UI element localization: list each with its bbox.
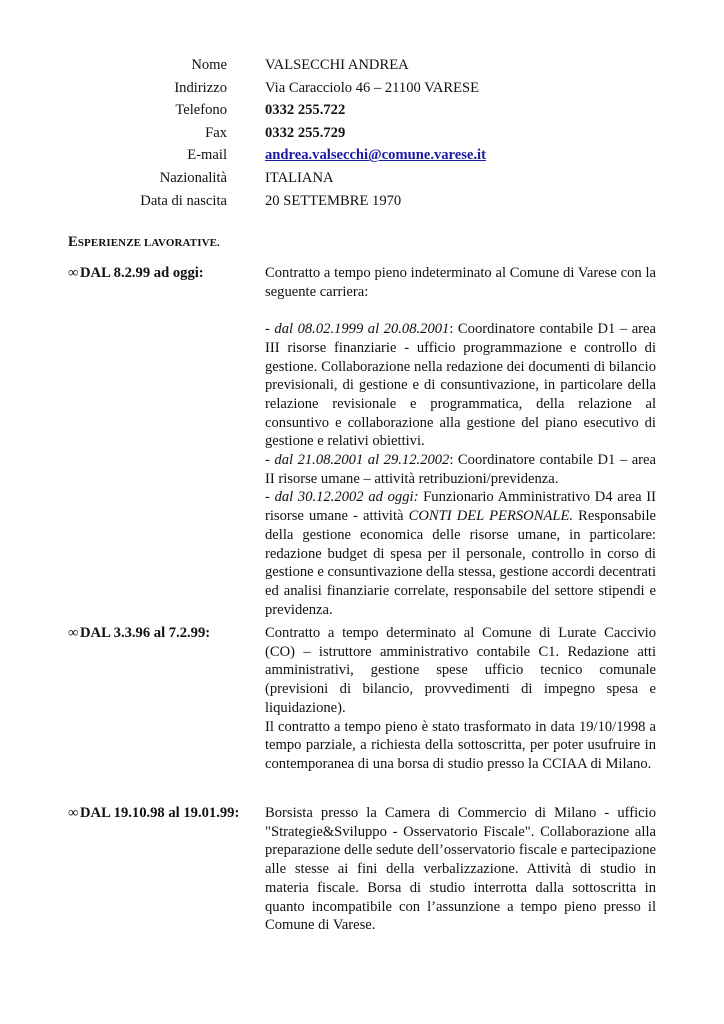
info-row-address — [0, 80, 724, 103]
career-item-text: : Coordinatore contabile D1 – area III risorse finanziarie - ufficio programmazione e controllo di gestione. Collaborazione nella redazione dei documenti di bilancio previsionali, di gestione e di consuntivazione, in particolare della relazione revisionale e programmatica, della relazione al consuntivo e collaborazione alla gestione del piano esecutivo di gestione e relativi obiettivi. — [265, 321, 656, 450]
experience-description — [265, 624, 656, 774]
career-item — [265, 451, 656, 488]
experience-paragraph: Borsista presso la Camera di Commercio di Milano - ufficio "Strategie&Sviluppo - Osservatorio Fiscale". Collaborazione alla preparazione delle sedute dell’osservatorio fiscale e partecipazione alle stesse ai fini della verbalizzazione. Attività di studio in materia fiscale. Borsa di studio interrotta dalla sottoscritta in quanto incompatibile con l’assunzione a tempo pieno presso il Comune di Varese. — [265, 805, 656, 934]
info-label: Indirizzo — [174, 79, 227, 96]
experience-period-label: DAL 19.10.98 al 19.01.99: — [80, 805, 240, 821]
experience-paragraph: Contratto a tempo determinato al Comune di Lurate Caccivio (CO) – istruttore amministrativo contabile C1. Redazione atti amministrativi, gestione spese ufficio tecnico comunale (previsioni di bilancio, provvedimenti di impegno spesa e liquidazione). — [265, 625, 656, 716]
info-label: Nazionalità — [159, 169, 227, 186]
section-title-rest: SPERIENZE LAVORATIVE. — [77, 237, 220, 249]
infinity-bullet-icon: ∞ — [68, 265, 79, 281]
info-label: E-mail — [187, 147, 227, 164]
experience-period-label: DAL 3.3.96 al 7.2.99: — [80, 625, 211, 641]
experience-intro: Contratto a tempo pieno indeterminato al Comune di Varese con la seguente carriera: — [265, 265, 656, 300]
info-value-nationality: ITALIANA — [265, 169, 334, 186]
infinity-bullet-icon: ∞ — [68, 625, 79, 641]
experience-period — [68, 805, 239, 822]
section-title-initial: E — [68, 234, 78, 250]
experience-description — [265, 804, 656, 935]
experience-description — [265, 264, 656, 619]
career-item-date: - dal 21.08.2001 al 29.12.2002 — [265, 452, 450, 469]
career-item-emphasis: CONTI DEL PERSONALE. — [408, 508, 574, 525]
info-label: Nome — [191, 57, 227, 73]
info-row-nationality — [0, 170, 724, 193]
career-item-date: - dal 30.12.2002 ad oggi: — [265, 489, 419, 506]
section-title — [68, 234, 220, 251]
info-value-address: Via Caracciolo 46 – 21100 VARESE — [265, 79, 480, 96]
info-value-name: VALSECCHI ANDREA — [265, 57, 409, 73]
info-label: Telefono — [175, 102, 227, 119]
info-row-phone — [0, 102, 724, 125]
career-item-text: : Coordinatore contabile D1 – area II risorse umane – attività retribuzioni/previdenza. — [265, 452, 656, 487]
experience-period-label: DAL 8.2.99 ad oggi: — [80, 265, 204, 281]
info-row-name — [0, 57, 724, 80]
info-label: Fax — [205, 124, 227, 141]
info-row-fax — [0, 125, 724, 148]
personal-info-table — [0, 57, 724, 215]
career-item — [265, 320, 656, 451]
experience-paragraph: Il contratto a tempo pieno è stato trasformato in data 19/10/1998 a tempo parziale, a richiesta della sottoscritta, per poter usufruire in contemporanea di una borsa di studio presso la CCIAA di Milano. — [265, 718, 656, 772]
experience-period — [68, 625, 210, 642]
career-item-text: Funzionario Amministrativo D4 area II risorse umane - attività — [265, 489, 656, 525]
career-item — [265, 488, 656, 619]
infinity-bullet-icon: ∞ — [68, 805, 79, 821]
experience-period — [68, 265, 204, 282]
info-value-phone: 0332 255.722 — [265, 102, 346, 119]
info-value-fax: 0332 255.729 — [265, 124, 346, 141]
info-row-email — [0, 147, 724, 170]
career-item-date: - dal 08.02.1999 al 20.08.2001 — [265, 321, 450, 338]
career-item-text: Responsabile della gestione economica delle risorse umane, in particolare: redazione budget di spesa per il personale, controllo in corso di gestione e consuntivazione della stessa, gestione accordi decentrati ed analisi finanziarie correlate, responsabile del settore stipendi e previdenza. — [265, 508, 656, 618]
info-label: Data di nascita — [140, 192, 227, 209]
email-link[interactable]: andrea.valsecchi@comune.varese.it — [265, 147, 486, 164]
info-row-birthdate — [0, 193, 724, 216]
info-value-birthdate: 20 SETTEMBRE 1970 — [265, 192, 402, 209]
